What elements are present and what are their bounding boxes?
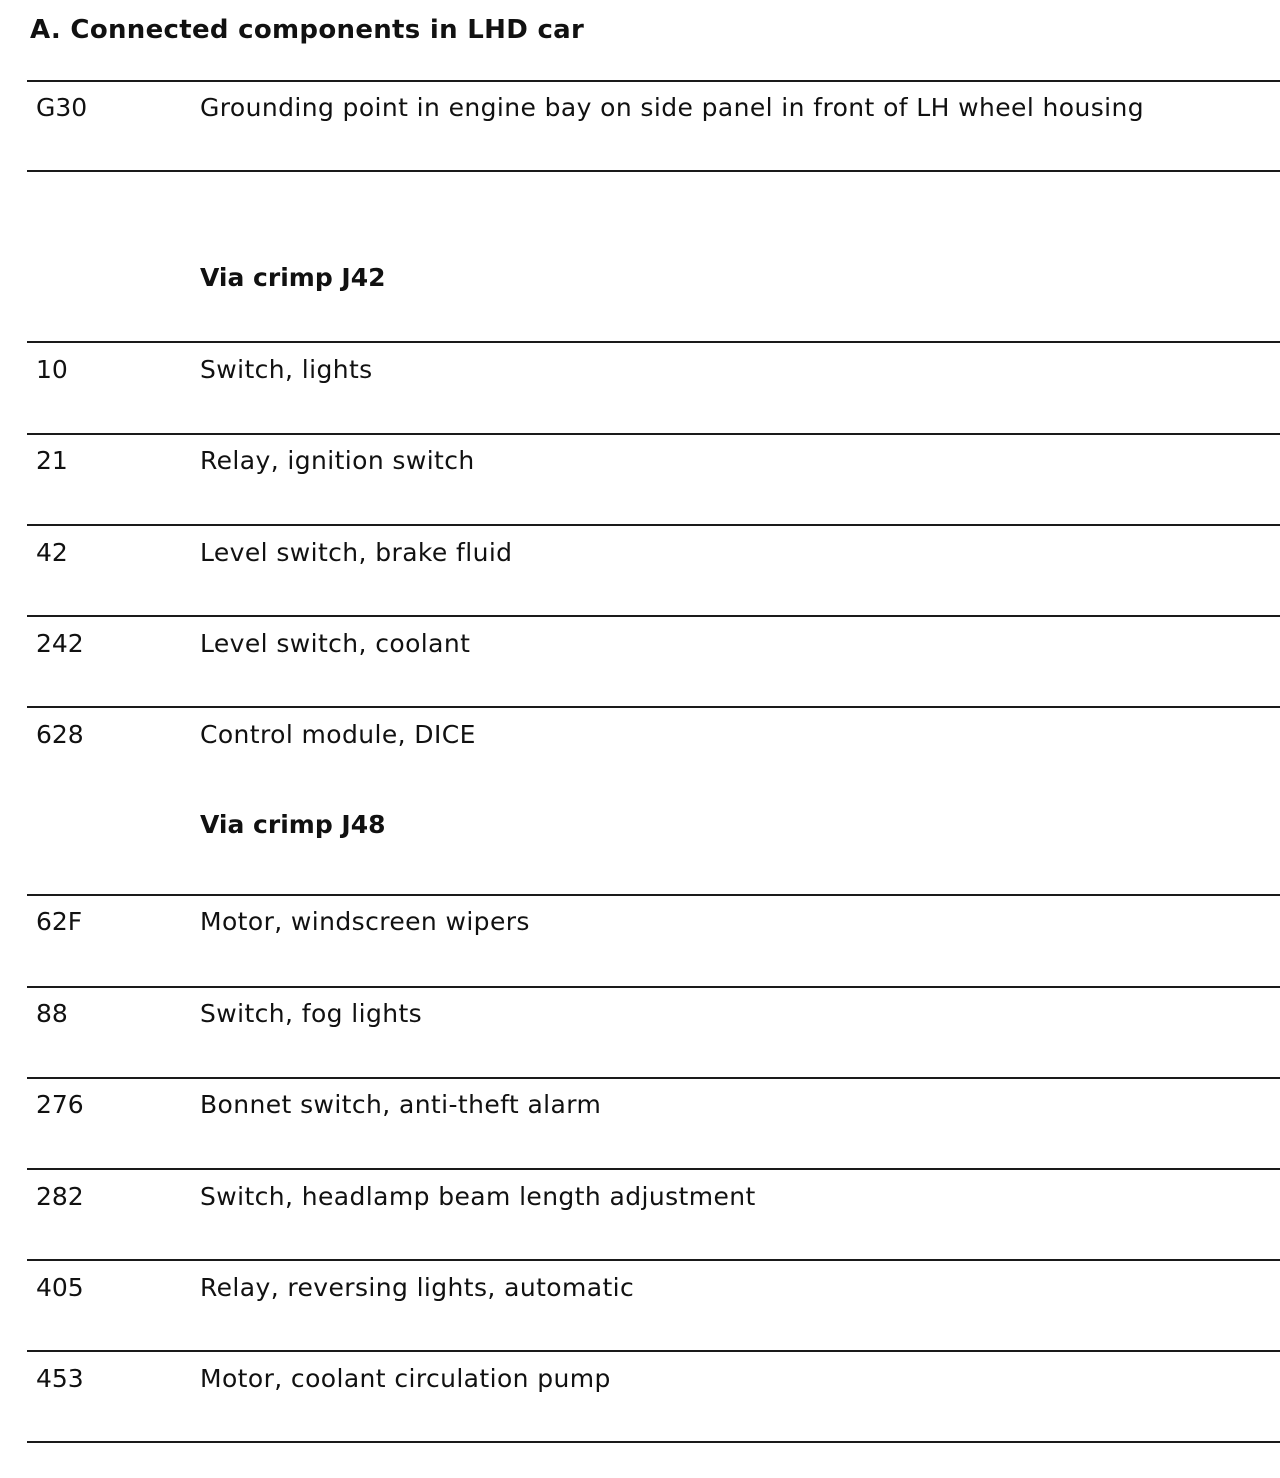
- table-divider: [27, 615, 1280, 617]
- table-divider: [27, 1441, 1280, 1443]
- table-divider: [27, 170, 1280, 172]
- table-divider: [27, 986, 1280, 988]
- table-divider: [27, 524, 1280, 526]
- item-description: Relay, ignition switch: [200, 446, 475, 475]
- table-divider: [27, 80, 1280, 82]
- item-code: 453: [36, 1364, 84, 1393]
- table-divider: [27, 1077, 1280, 1079]
- item-code: 88: [36, 999, 68, 1028]
- group-heading: Via crimp J42: [200, 263, 386, 292]
- ground-code: G30: [36, 93, 88, 122]
- group-heading: Via crimp J48: [200, 810, 386, 839]
- page-title: A. Connected components in LHD car: [30, 15, 585, 45]
- item-description: Motor, coolant circulation pump: [200, 1364, 611, 1393]
- item-code: 405: [36, 1273, 84, 1302]
- table-divider: [27, 894, 1280, 896]
- item-code: 276: [36, 1090, 84, 1119]
- ground-description: Grounding point in engine bay on side panel in front of LH wheel housing: [200, 93, 1144, 122]
- item-code: 282: [36, 1182, 84, 1211]
- item-code: 62F: [36, 907, 83, 936]
- table-divider: [27, 433, 1280, 435]
- table-divider: [27, 706, 1280, 708]
- item-description: Level switch, brake fluid: [200, 538, 513, 567]
- item-code: 628: [36, 720, 84, 749]
- item-description: Relay, reversing lights, automatic: [200, 1273, 635, 1302]
- item-code: 21: [36, 446, 68, 475]
- table-divider: [27, 341, 1280, 343]
- item-code: 42: [36, 538, 68, 567]
- item-description: Switch, headlamp beam length adjustment: [200, 1182, 756, 1211]
- table-divider: [27, 1168, 1280, 1170]
- item-description: Motor, windscreen wipers: [200, 907, 530, 936]
- item-description: Bonnet switch, anti-theft alarm: [200, 1090, 602, 1119]
- item-description: Control module, DICE: [200, 720, 476, 749]
- table-divider: [27, 1259, 1280, 1261]
- item-description: Switch, fog lights: [200, 999, 423, 1028]
- item-code: 10: [36, 355, 68, 384]
- item-description: Level switch, coolant: [200, 629, 471, 658]
- item-description: Switch, lights: [200, 355, 373, 384]
- item-code: 242: [36, 629, 84, 658]
- table-divider: [27, 1350, 1280, 1352]
